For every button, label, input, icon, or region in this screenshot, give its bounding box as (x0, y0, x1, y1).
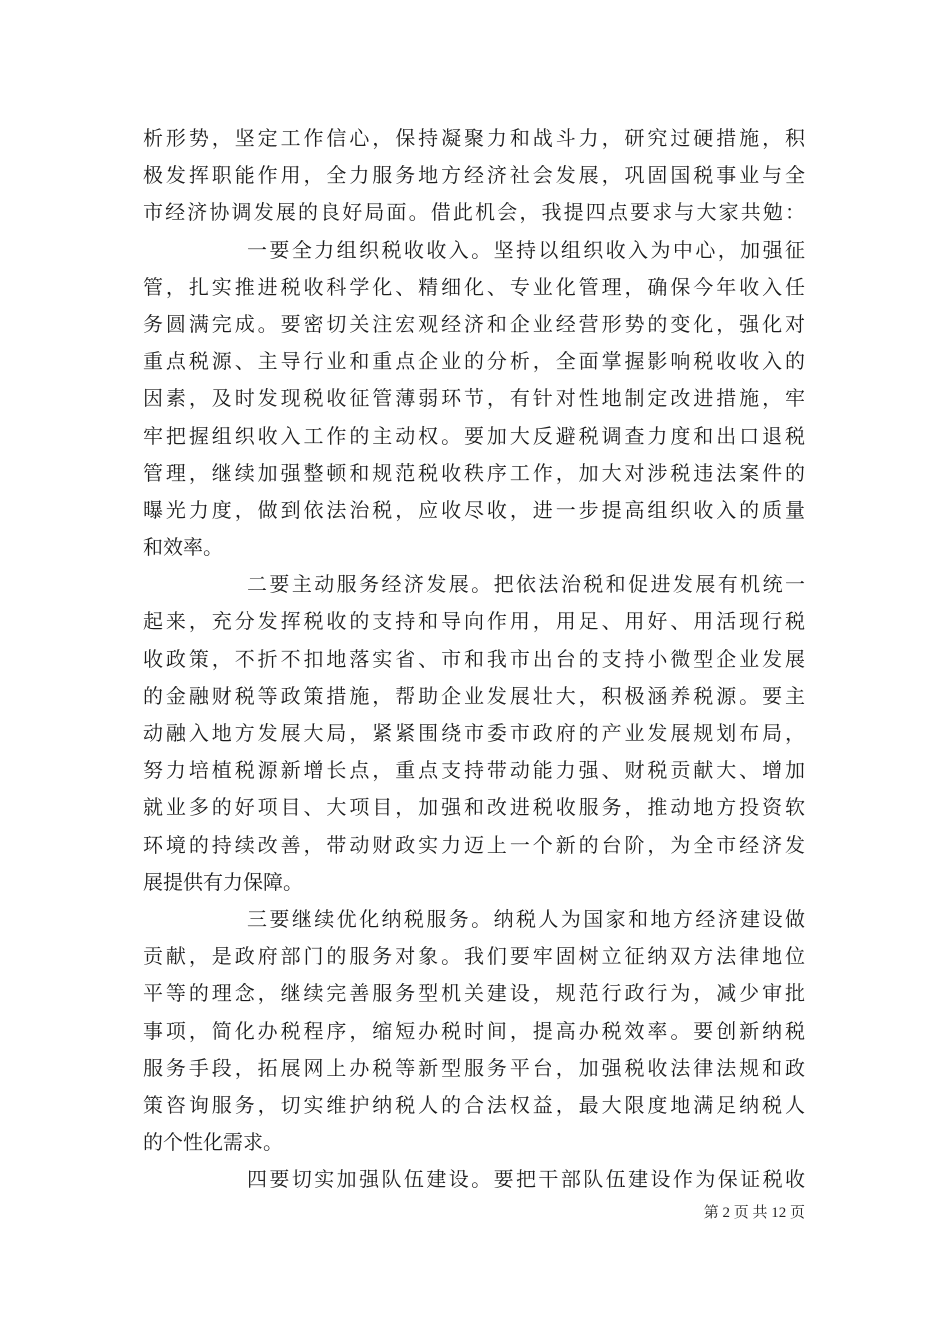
text-line: 析形势，坚定工作信心，保持凝聚力和战斗力，研究过硬措施，积 (143, 128, 805, 150)
text-line: 起来，充分发挥税收的支持和导向作用，用足、用好、用活现行税 (143, 611, 805, 634)
text-line: 动融入地方发展大局，紧紧围绕市委市政府的产业发展规划布局， (143, 723, 805, 745)
text-line: 管理，继续加强整顿和规范税收秩序工作，加大对涉税违法案件的 (143, 462, 805, 485)
page-number-footer: 第 2 页 共 12 页 (703, 1205, 805, 1221)
document-body (143, 121, 805, 1199)
text-line: 环境的持续改善，带动财政实力迈上一个新的台阶，为全市经济发 (143, 834, 805, 857)
text-line: 收政策，不折不扣地落实省、市和我市出台的支持小微型企业发展 (143, 648, 805, 671)
text-line: 就业多的好项目、大项目，加强和改进税收服务，推动地方投资软 (143, 797, 805, 820)
text-line: 服务手段，拓展网上办税等新型服务平台，加强税收法律法规和政 (143, 1057, 805, 1080)
text-line: 展提供有力保障。 (143, 871, 303, 894)
text-line: 的金融财税等政策措施，帮助企业发展壮大，积极涵养税源。要主 (143, 685, 805, 708)
text-line: 平等的理念，继续完善服务型机关建设，规范行政行为，减少审批 (143, 983, 805, 1006)
text-line: 重点税源、主导行业和重点企业的分析，全面掌握影响税收收入的 (143, 351, 805, 374)
text-line: 的个性化需求。 (143, 1132, 283, 1155)
text-line: 努力培植税源新增长点，重点支持带动能力强、财税贡献大、增加 (143, 760, 805, 783)
text-line: 四要切实加强队伍建设。要把干部队伍建设作为保证税收 (247, 1169, 805, 1192)
text-line: 二要主动服务经济发展。把依法治税和促进发展有机统一 (247, 574, 805, 597)
text-line: 市经济协调发展的良好局面。借此机会，我提四点要求与大家共勉： (143, 202, 805, 225)
text-line: 因素，及时发现税收征管薄弱环节，有针对性地制定改进措施，牢 (143, 388, 805, 411)
text-line: 管，扎实推进税收科学化、精细化、专业化管理，确保今年收入任 (143, 276, 805, 299)
text-line: 策咨询服务，切实维护纳税人的合法权益，最大限度地满足纳税人 (143, 1094, 805, 1117)
text-line: 事项，简化办税程序，缩短办税时间，提高办税效率。要创新纳税 (143, 1020, 805, 1043)
text-line: 务圆满完成。要密切关注宏观经济和企业经营形势的变化，强化对 (143, 313, 805, 336)
text-line: 牢把握组织收入工作的主动权。要加大反避税调查力度和出口退税 (143, 425, 805, 448)
text-line: 和效率。 (143, 537, 223, 560)
text-line: 极发挥职能作用，全力服务地方经济社会发展，巩固国税事业与全 (143, 165, 805, 188)
text-line: 三要继续优化纳税服务。纳税人为国家和地方经济建设做 (247, 908, 805, 931)
text-line: 曝光力度，做到依法治税，应收尽收，进一步提高组织收入的质量 (143, 499, 805, 522)
text-line: 一要全力组织税收收入。坚持以组织收入为中心，加强征 (247, 239, 805, 262)
text-line: 贡献，是政府部门的服务对象。我们要牢固树立征纳双方法律地位 (143, 946, 805, 969)
